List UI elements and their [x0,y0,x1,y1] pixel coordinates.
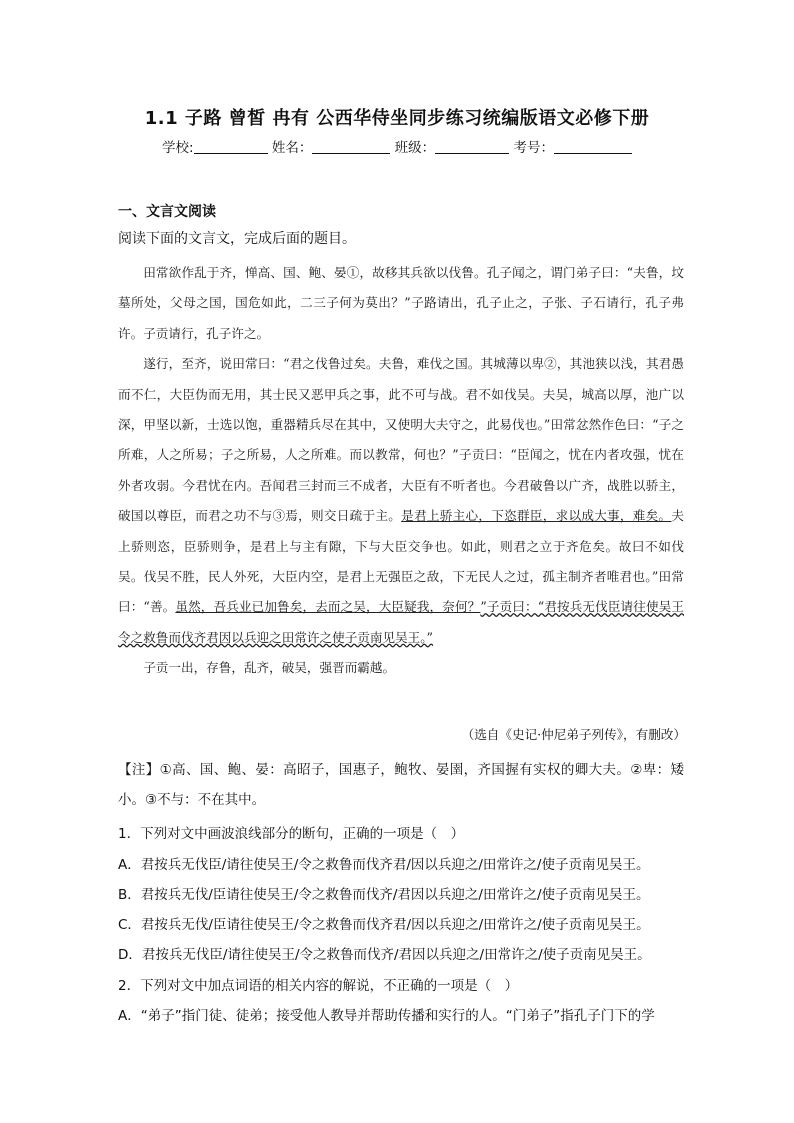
reading-instruction: 阅读下面的文言文，完成后面的题目。 [118,231,356,247]
question-2-option-a[interactable]: A．“弟子”指门徒、徒弟；接受他人教导并帮助传播和实行的人。“门弟子”指孔子门下的学 [118,1008,655,1024]
class-blank [435,139,509,154]
passage-paragraph-1: 田常欲作乱于齐，惮高、国、鲍、晏①，故移其兵欲以伐鲁。孔子闻之，谓门弟子曰：“夫鲁，坟墓所处，父母之国，国危如此，二三子何为莫出？”子路请出，孔子止之，子张、子石请行，孔子弗许。子贡请行，孔子许之。 [118,265,684,341]
passage-text: 夫上骄则恣，臣骄则争，是君上与主有隙，下与大臣交争也。如此，则君之立于齐危矣。故曰不如伐吴。伐吴不胜，民人外死，大臣内空，是君上无强臣之敌，下无民人之过，孤主制齐者唯君也。”田常曰：“善。 [118,508,685,615]
wavy-underlined-text: ”子贡曰：“君按兵无伐臣请往使吴王令之救鲁而伐齐君因以兵迎之田常许之使子贡南见吴王。” [118,599,684,645]
classical-passage [118,258,684,684]
section-heading: 一、文言文阅读 [118,204,216,220]
school-blank [194,139,268,154]
question-1-option-c[interactable]: C．君按兵无伐/臣请往使吴王/令之救鲁而伐齐君/因以兵迎之/田常许之/使子贡南见吴王。 [118,917,650,933]
question-2-stem: 2．下列对文中加点词语的相关内容的解说，不正确的一项是（ ） [118,978,519,994]
question-1-option-b[interactable]: B．君按兵无伐/臣请往使吴王/令之救鲁而伐齐/君因以兵迎之/田常许之/使子贡南见吴王。 [118,887,650,903]
annotation-note: 【注】①高、国、鲍、晏：高昭子，国惠子，鲍牧、晏圉，齐国握有实权的卿大夫。②卑：矮小。③不与：不在其中。 [118,762,684,808]
name-blank [312,139,390,154]
name-label: 姓名： [271,140,313,156]
number-label: 考号： [513,140,554,156]
question-1-option-d[interactable]: D．君按兵无伐臣/请往使吴王/令之救鲁而伐齐/君因以兵迎之/田常许之/使子贡南见吴王。 [118,947,651,963]
class-label: 班级： [394,140,436,156]
page-title: 1.1 子路 曾皙 冉有 公西华侍坐同步练习统编版语文必修下册 [144,108,650,129]
underlined-sentence: 是君上骄主心，下恣群臣，求以成大事，难矣。 [401,508,672,524]
school-label: 学校: [162,140,194,156]
passage-text: 遂行，至齐，说田常曰：“君之伐鲁过矣。夫鲁，难伐之国。其城薄以卑②，其池狭以浅，其君愚而不仁，大臣伪而无用，其士民又恶甲兵之事，此不可与战。君不如伐吴。夫吴，城高以厚，池广以深，甲坚以新，士选以饱，重器精兵尽在其中，又使明大夫守之，此易伐也。”田常忿然作色曰：“子之所难，人之所易；子之所易，人之所难。而以教常，何也？”子贡曰：“臣闻之，忧在内者攻强，忧在外者攻弱。今君忧在内。吾闻君三封而三不成者，大臣有不听者也。今君破鲁以广齐，战胜以骄主，破国以尊臣，而君之功不与③焉，则交日疏于主。 [118,356,684,524]
underlined-sentence: 虽然，吾兵业已加鲁矣，去而之吴，大臣疑我，奈何？ [175,599,481,615]
number-blank [554,139,632,154]
question-1-stem: 1．下列对文中画波浪线部分的断句，正确的一项是（ ） [118,826,465,842]
passage-paragraph-2 [118,349,684,653]
question-1-option-a[interactable]: A．君按兵无伐臣/请往使吴王/令之救鲁而伐齐君/因以兵迎之/田常许之/使子贡南见吴王。 [118,857,650,873]
student-info-line [0,136,794,156]
passage-paragraph-3: 子贡一出，存鲁，乱齐，破吴，强晋而霸越。 [143,660,396,676]
source-citation: （选自《史记·仲尼弟子列传》，有删改） [461,727,686,742]
